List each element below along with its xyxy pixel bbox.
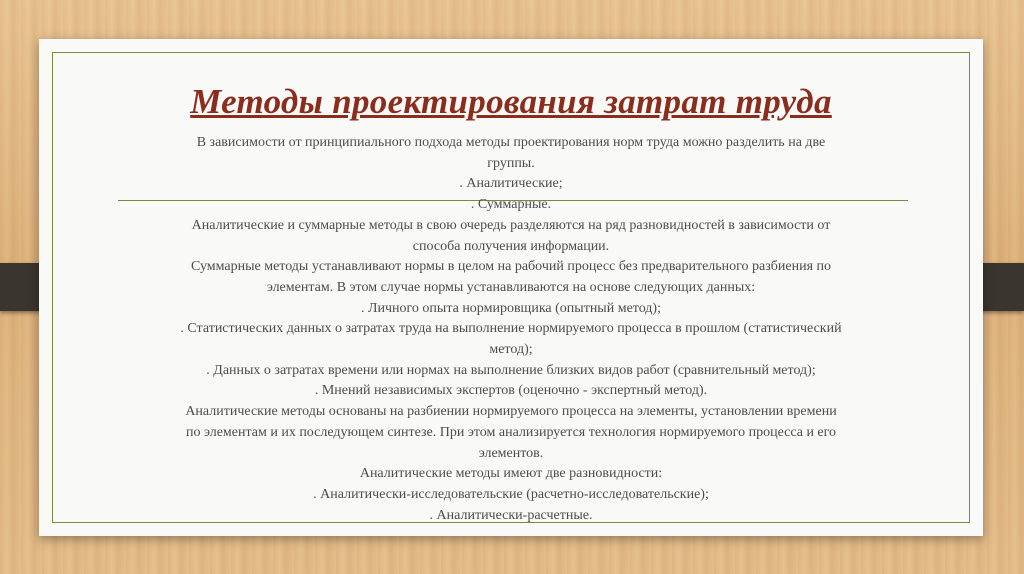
body-line: группы.	[487, 155, 535, 171]
slide-card	[39, 39, 983, 536]
body-line: . Аналитически-расчетные.	[429, 507, 593, 523]
body-line: способа получения информации.	[412, 238, 610, 254]
body-line: . Статистических данных о затратах труда на выполнение нормируемого процесса в прошлом (статистический	[180, 321, 842, 337]
body-line: по элементам и их последующем синтезе. При этом анализируется технология нормируемого процесса и его	[185, 424, 837, 440]
slide-title: Методы проектирования затрат труда	[190, 82, 832, 121]
body-line: . Аналитические;	[459, 176, 563, 192]
body-line: Суммарные методы устанавливают нормы в целом на рабочий процесс без предварительного разбиения по	[190, 259, 832, 275]
body-line: . Мнений независимых экспертов (оценочно - экспертный метод).	[314, 383, 708, 399]
body-line: Аналитические методы основаны на разбиении нормируемого процесса на элементы, установлении времени	[185, 404, 837, 420]
slide-body	[99, 133, 923, 526]
body-line: В зависимости от принципиального подхода методы проектирования норм труда можно разделить на две	[196, 135, 826, 150]
body-line: Аналитические методы имеют две разновидности:	[359, 466, 663, 482]
body-line: элементов.	[478, 445, 544, 461]
body-line: Аналитические и суммарные методы в свою очередь разделяются на ряд разновидностей в зависимости от	[191, 217, 831, 233]
body-line: . Аналитически-исследовательские (расчетно-исследовательские);	[313, 486, 709, 502]
body-line: . Личного опыта нормировщика (опытный метод);	[361, 300, 661, 316]
body-line: . Суммарные.	[470, 197, 552, 213]
body-line: метод);	[489, 342, 533, 358]
body-line: . Данных о затратах времени или нормах на выполнение близких видов работ (сравнительный метод);	[206, 362, 816, 378]
body-line: элементам. В этом случае нормы устанавливаются на основе следующих данных:	[266, 279, 756, 295]
